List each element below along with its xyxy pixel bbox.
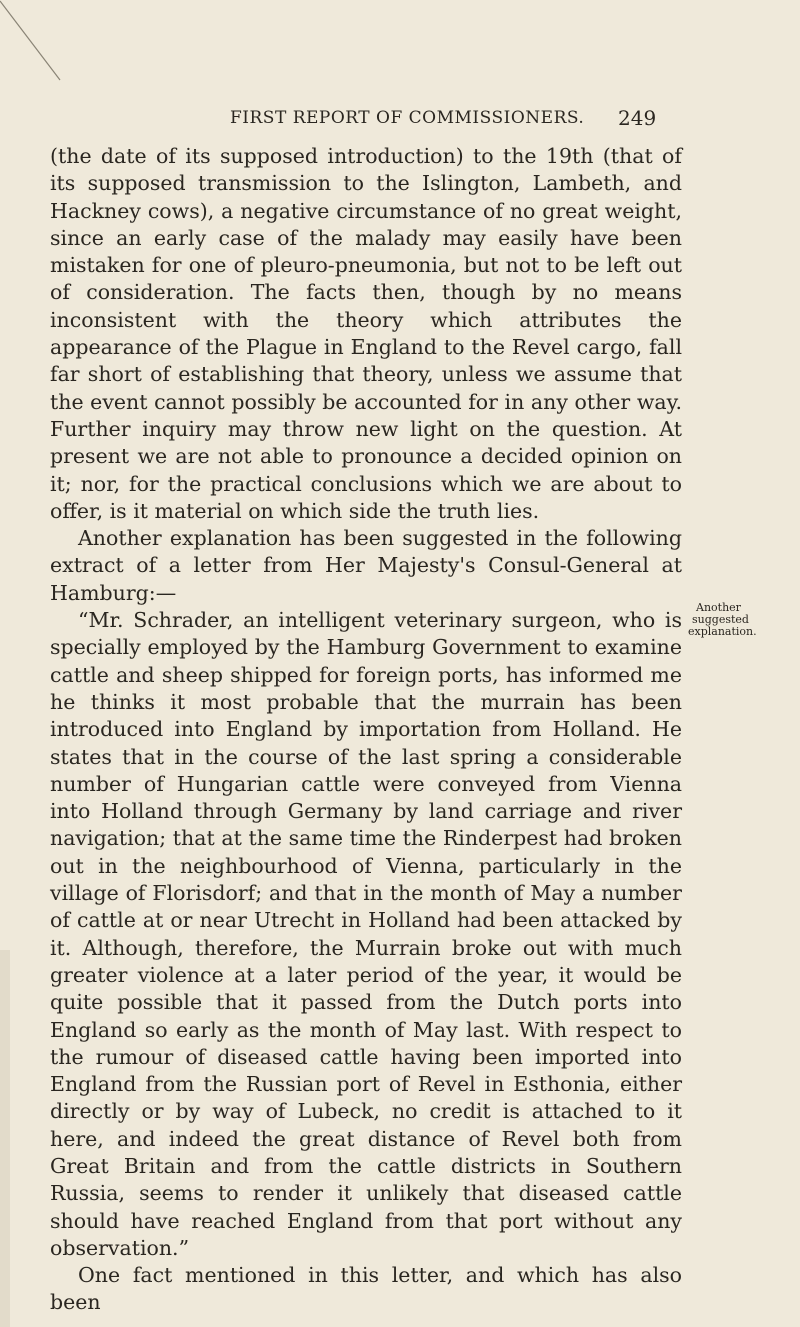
margin-note-line-1: Another [696, 601, 741, 614]
margin-note [688, 602, 798, 638]
margin-note-line-3: explanation. [688, 625, 757, 638]
body-text [50, 143, 682, 1317]
paragraph-3: “Mr. Schrader, an intelligent veterinary surgeon, who is specially employed by the Hamburg Government to examine cattle and sheep shipped for foreign ports, has informed me he thinks it most probable that the murrain has been introduced into England by importation from Holland. He states that in the course of the last spring a considerable number of Hungarian cattle were conveyed from Vienna into Holland through Germany by land carriage and river navigation; that at the same time the Rinderpest had broken out in the neighbourhood of Vienna, particularly in the village of Florisdorf; and that in the month of May a number of cattle at or near Utrecht in Holland had been attacked by it. Although, therefore, the Murrain broke out with much greater violence at a later period of the year, it would be quite possible that it passed from the Dutch ports into England so early as the month of May last. With respect to the rumour of diseased cattle having been imported into England from the Russian port of Revel in Esthonia, either directly or by way of Lubeck, no credit is attached to it here, and indeed the great distance of Revel both from Great Britain and from the cattle districts in Southern Russia, seems to render it unlikely that diseased cattle should have reached England from that port without any observation.” [50, 608, 682, 1260]
running-head: FIRST REPORT OF COMMISSIONERS. [230, 108, 585, 128]
page-header [0, 106, 800, 136]
margin-note-line-2: suggested [692, 613, 749, 626]
paragraph-2: Another explanation has been suggested in the following extract of a letter from Her Majesty's Consul-General at Hamburg:— [50, 526, 682, 605]
page-number: 249 [618, 106, 657, 130]
paragraph-4: One fact mentioned in this letter, and which has also been [50, 1263, 682, 1315]
paragraph-1: (the date of its supposed introduction) to the 19th (that of its supposed transmission to the Islington, Lambeth, and Hackney cows), a negative circumstance of no great weight, since an early case of the malady may easily have been mistaken for one of pleuro-pneumonia, but not to be left out of consideration. The facts then, though by no means inconsistent with the theory which attributes the appearance of the Plague in England to the Revel cargo, fall far short of establishing that theory, unless we assume that the event cannot possibly be accounted for in any other way. Further inquiry may throw new light on the question. At present we are not able to pronounce a decided opinion on it; nor, for the practical conclusions which we are about to offer, is it material on which side the truth lies. [50, 144, 682, 523]
